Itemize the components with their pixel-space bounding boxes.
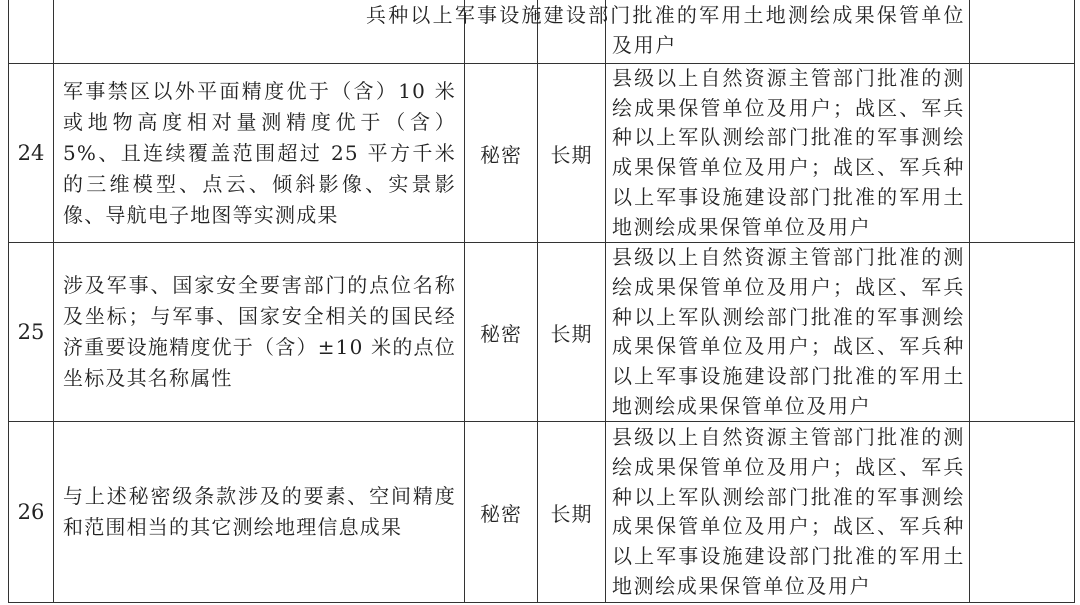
remark-cell xyxy=(970,0,1075,64)
secret-term: 长期 xyxy=(538,243,606,422)
secret-items-table xyxy=(8,0,1075,603)
secret-level: 秘密 xyxy=(465,243,538,422)
table-row xyxy=(9,64,1075,243)
remark-cell xyxy=(970,422,1075,603)
secret-level: 秘密 xyxy=(465,64,538,243)
item-number: 24 xyxy=(9,64,54,243)
item-number: 25 xyxy=(9,243,54,422)
secret-term: 长期 xyxy=(538,64,606,243)
secret-term: 长期 xyxy=(538,422,606,603)
item-number: 26 xyxy=(9,422,54,603)
item-content: 军事禁区以外平面精度优于（含）10 米或地物高度相对量测精度优于（含）5%、且连续覆盖范围超过 25 平方千米的三维模型、点云、倾斜影像、实景影像、导航电子地图等实测成果 xyxy=(54,64,465,243)
item-content: 涉及军事、国家安全要害部门的点位名称及坐标；与军事、国家安全相关的国民经济重要设施精度优于（含）±10 米的点位坐标及其名称属性 xyxy=(54,243,465,422)
table-row xyxy=(9,422,1075,603)
table-row xyxy=(9,0,1075,64)
access-scope: 县级以上自然资源主管部门批准的测绘成果保管单位及用户；战区、军兵种以上军队测绘部门批准的军事测绘成果保管单位及用户；战区、军兵种以上军事设施建设部门批准的军用土地测绘成果保管单位及用户 xyxy=(606,64,970,243)
remark-cell xyxy=(970,64,1075,243)
remark-cell xyxy=(970,243,1075,422)
secret-level: 秘密 xyxy=(465,422,538,603)
access-scope: 县级以上自然资源主管部门批准的测绘成果保管单位及用户；战区、军兵种以上军队测绘部门批准的军事测绘成果保管单位及用户；战区、军兵种以上军事设施建设部门批准的军用土地测绘成果保管单位及用户 xyxy=(606,243,970,422)
item-number xyxy=(9,0,54,64)
access-scope: 兵种以上军事设施建设部门批准的军用土地测绘成果保管单位及用户 xyxy=(606,0,970,64)
access-scope: 县级以上自然资源主管部门批准的测绘成果保管单位及用户；战区、军兵种以上军队测绘部门批准的军事测绘成果保管单位及用户；战区、军兵种以上军事设施建设部门批准的军用土地测绘成果保管单位及用户 xyxy=(606,422,970,603)
table-row xyxy=(9,243,1075,422)
item-content: 与上述秘密级条款涉及的要素、空间精度和范围相当的其它测绘地理信息成果 xyxy=(54,422,465,603)
